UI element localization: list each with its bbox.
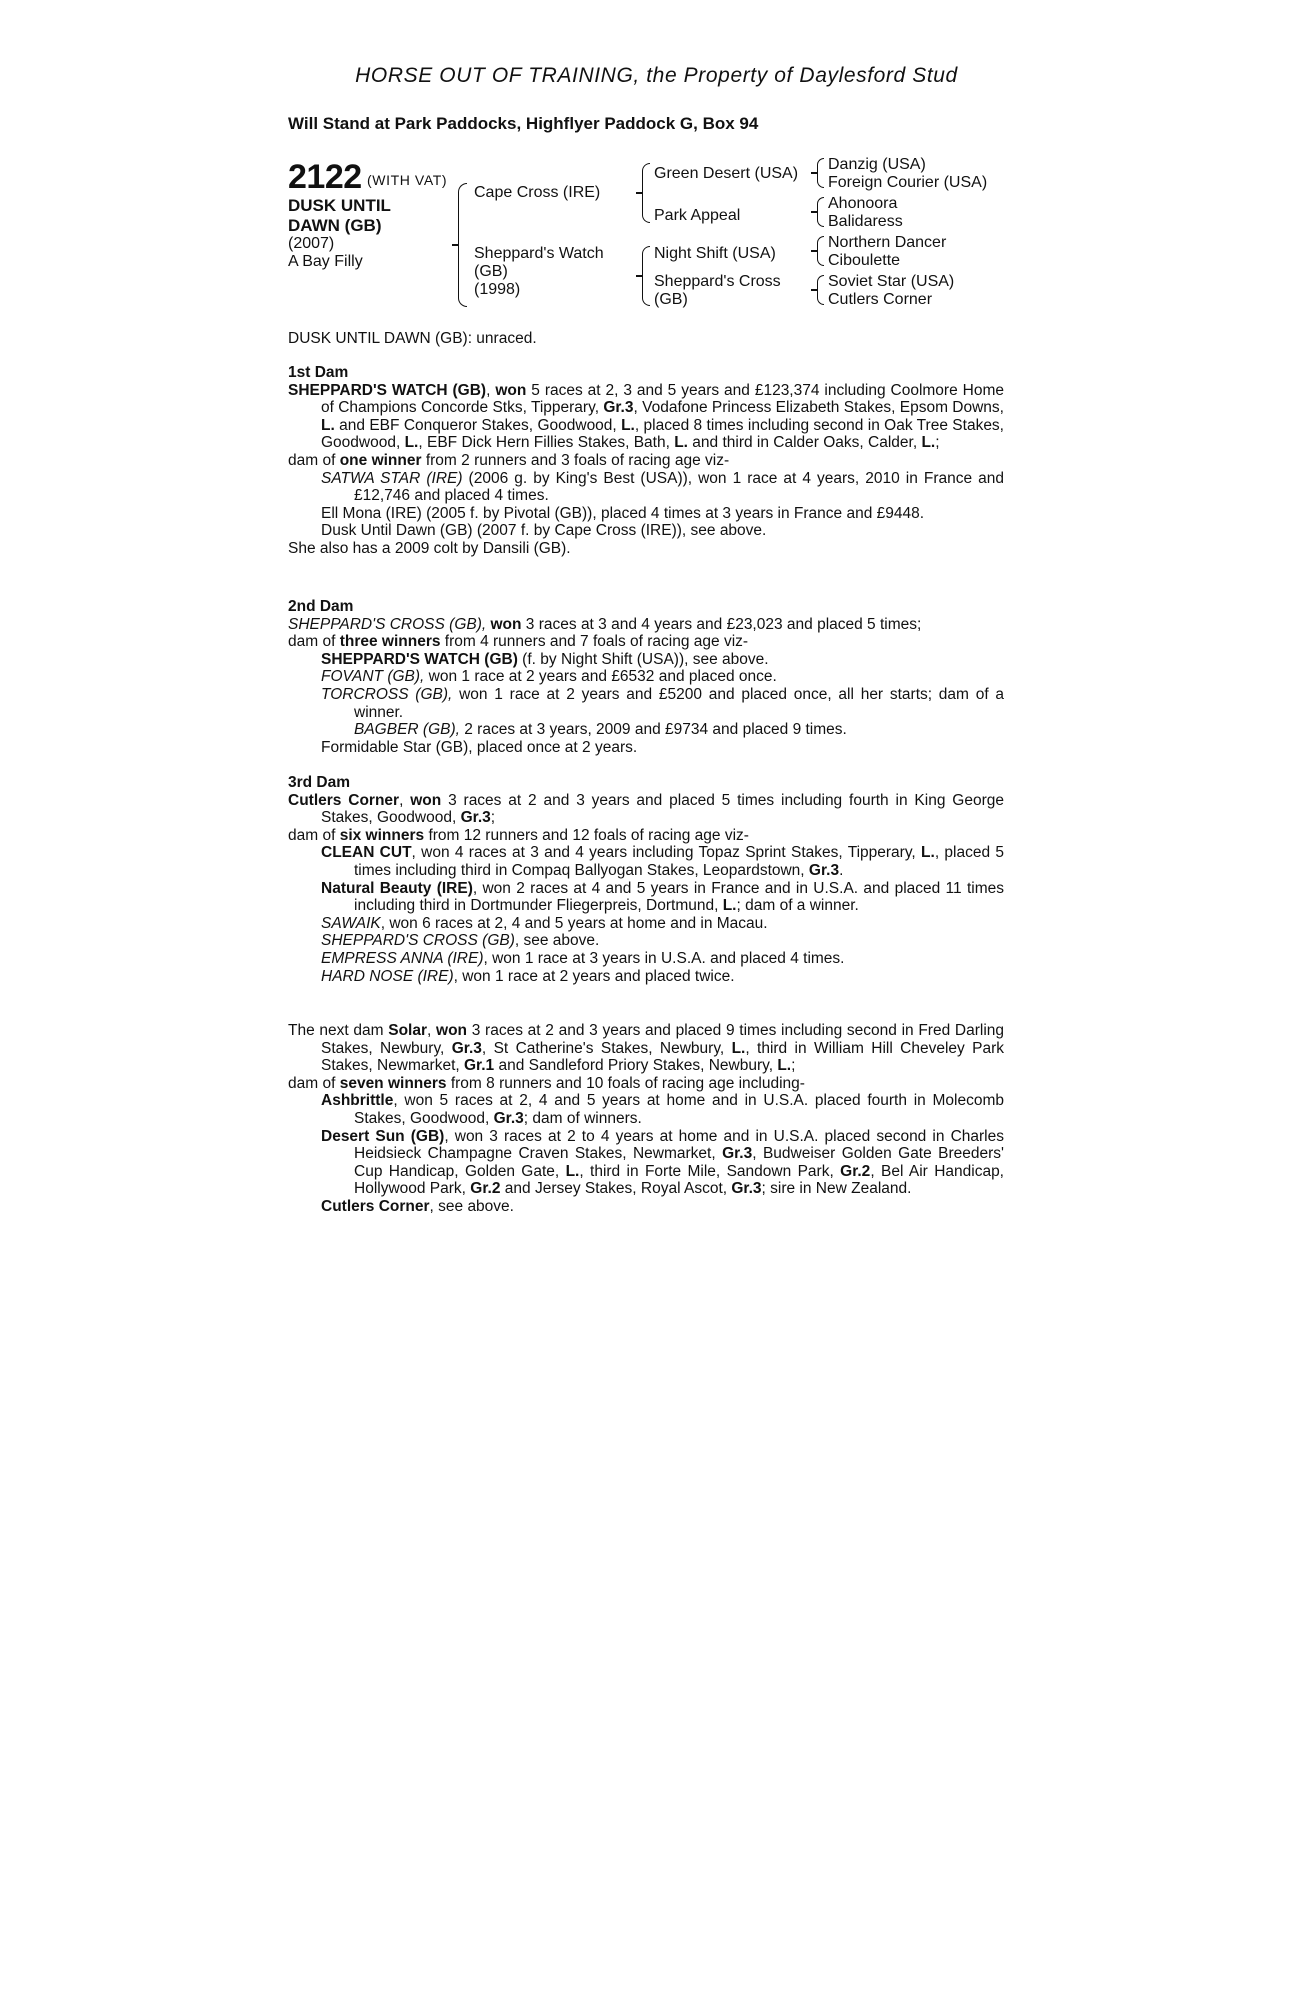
ped-dam-dam-line1: Sheppard's Cross: [654, 273, 781, 290]
foal-entry: [288, 915, 1004, 933]
text: , third in William Hill Cheveley Park Stakes, Newmarket,: [321, 1039, 1004, 1075]
foal-name: HARD NOSE (IRE): [321, 967, 454, 985]
text: won 1 race at 2 years and £6532 and placed once.: [424, 668, 777, 686]
grade: Gr.3: [493, 1109, 524, 1127]
text: , see above.: [429, 1197, 514, 1215]
text: , St Catherine's Stakes, Newbury,: [481, 1039, 732, 1057]
grade: Gr.3: [731, 1180, 762, 1198]
foal-entry: Dusk Until Dawn (GB) (2007 f. by Cape Cross (IRE)), see above.: [321, 522, 767, 540]
foal-name: SHEPPARD'S CROSS (GB): [321, 932, 515, 950]
first-dam-section: [288, 364, 1004, 558]
text: won 1 race at 2 years and £5200 and placed once, all her starts; dam of a winner.: [354, 685, 1005, 721]
text: , won 2 races at 4 and 5 years in France and in U.S.A. and placed 11 times including third in Dortmunder Fliegerpreis, Dortmund,: [354, 879, 1004, 915]
text: dam of: [288, 1074, 340, 1092]
foal-entry: Ell Mona (IRE) (2005 f. by Pivotal (GB)), placed 4 times at 3 years in France and £9448.: [321, 504, 925, 522]
text: , Vodafone Princess Elizabeth Stakes, Epsom Downs,: [633, 399, 1004, 417]
dam-record: The next dam Solar, won 3 races at 2 and 3 years and placed 9 times including second in Fred Darling Stakes, Newbury, Gr.3, St Catherine's Stakes, Newbury, L., third in William Hill Cheveley Park Stakes, Newmarket, Gr.1 and Sandleford Priory Stakes, Newbury, L.;: [288, 1022, 1005, 1075]
foal-name: TORCROSS (GB),: [321, 685, 453, 703]
text: , won 1 race at 2 years and placed twice.: [453, 967, 735, 985]
text: ;: [935, 434, 940, 452]
dam-of-line: [288, 1075, 1004, 1093]
text: , placed 8 times including second in Oak Tree Stakes, Goodwood,: [321, 416, 1004, 452]
stand-location: Will Stand at Park Paddocks, Highflyer Paddock G, Box 94: [288, 114, 759, 133]
ped-sire-sire: Green Desert (USA): [654, 165, 799, 182]
vat-note: (WITH VAT): [367, 172, 448, 188]
text: , won 3 races at 2 to 4 years at home and in U.S.A. placed second in Charles Heidsieck Champagne Craven Stakes, Newmarket,: [354, 1127, 1004, 1163]
text: ; dam of a winner.: [736, 897, 859, 915]
listed: L.: [722, 897, 737, 915]
text: 5 races at 2, 3 and 5 years and £123,374 including Coolmore Home of Champions Concorde Stks, Tipperary,: [321, 381, 1004, 417]
brace-gen1-point: [452, 244, 458, 246]
second-dam-section: [288, 598, 1004, 756]
foal-name: EMPRESS ANNA (IRE): [321, 949, 484, 967]
brace-dam: [642, 246, 650, 306]
ped-dds: Soviet Star (USA): [828, 273, 955, 290]
text: .: [839, 861, 844, 879]
grade: Gr.1: [464, 1057, 495, 1075]
listed: L.: [565, 1162, 580, 1180]
text: , see above.: [514, 932, 600, 950]
foaling-year: (2007): [288, 235, 335, 252]
listed: L.: [921, 434, 936, 452]
lot-number: 2122: [288, 158, 362, 196]
text: from 12 runners and 12 foals of racing age viz-: [424, 826, 749, 844]
won-label: won: [490, 615, 522, 633]
ped-ddd: Cutlers Corner: [828, 291, 933, 308]
text: and Sandleford Priory Stakes, Newbury,: [494, 1057, 778, 1075]
foal-entry: [288, 950, 1004, 968]
grade: Gr.3: [460, 809, 491, 827]
brace-g3-1: [817, 158, 824, 188]
brace-g3-4: [817, 275, 824, 305]
foal-name: CLEAN CUT: [321, 844, 412, 862]
listed: L.: [321, 416, 335, 434]
section-title: 3rd Dam: [288, 774, 351, 791]
foal-name: Desert Sun (GB): [321, 1127, 445, 1145]
foal-entry: [288, 651, 1004, 669]
text: ; sire in New Zealand.: [761, 1180, 912, 1198]
grade: Gr.3: [808, 861, 840, 879]
dam-name: SHEPPARD'S WATCH (GB): [288, 381, 487, 399]
ped-ssd: Foreign Courier (USA): [828, 174, 988, 191]
dam-of-line: [288, 633, 1004, 651]
foal-name: SHEPPARD'S WATCH (GB): [321, 650, 518, 668]
foal-entry: [288, 1092, 1004, 1127]
foal-entry: [288, 1198, 1004, 1216]
listed: L.: [404, 434, 419, 452]
foal-entry: [288, 1128, 1004, 1198]
grade: Gr.2: [470, 1180, 501, 1198]
text: 3 races at 2 and 3 years and placed 5 times including fourth in King George Stakes, Goodwood,: [321, 791, 1004, 827]
race-record: DUSK UNTIL DAWN (GB): unraced.: [288, 330, 537, 347]
ped-dss: Northern Dancer: [828, 234, 947, 251]
grade: Gr.3: [722, 1145, 753, 1163]
foal-name: SATWA STAR (IRE): [321, 469, 463, 487]
text: from 8 runners and 10 foals of racing age including-: [446, 1074, 805, 1092]
dam-record: SHEPPARD'S WATCH (GB), won 5 races at 2, 3 and 5 years and £123,374 including Coolmore Home of Champions Concorde Stks, Tipperary, Gr.3, Vodafone Princess Elizabeth Stakes, Epsom Downs, L. and EBF Conqueror Stakes, Goodwood, L., placed 8 times including second in Oak Tree Stakes, Goodwood, L., EBF Dick Hern Fillies Stakes, Bath, L. and third in Calder Oaks, Calder, L.;: [288, 381, 1004, 452]
ped-sss: Danzig (USA): [828, 156, 926, 173]
foal-name: FOVANT (GB),: [321, 668, 425, 686]
ped-dam-line2: (GB): [474, 263, 508, 280]
foal-name: SAWAIK: [321, 914, 381, 932]
text: , Bel Air Handicap, Hollywood Park,: [354, 1162, 1004, 1198]
text: 2 races at 3 years, 2009 and £9734 and placed 9 times.: [459, 721, 847, 739]
foal-entry: [288, 880, 1004, 915]
foal-name: BAGBER (GB),: [354, 721, 460, 739]
ped-dsd: Ciboulette: [828, 252, 901, 269]
text: ;: [791, 1057, 796, 1075]
text: 3 races at 3 and 4 years and £23,023 and placed 5 times;: [521, 615, 922, 633]
dam-name: Cutlers Corner: [288, 791, 400, 809]
ped-sire-dam: Park Appeal: [654, 207, 741, 224]
brace-sire-point: [636, 192, 642, 194]
listed: L.: [921, 844, 935, 862]
text: from 2 runners and 3 foals of racing age viz-: [421, 451, 730, 469]
foal-entry: [288, 844, 1004, 879]
won-label: won: [436, 1022, 468, 1039]
text: , placed 5 times including third in Compaq Ballyogan Stakes, Leopardstown,: [354, 844, 1004, 879]
text: and third in Calder Oaks, Calder,: [687, 434, 922, 452]
text: (2006 g. by King's Best (USA)), won 1 race at 4 years, 2010 in France and £12,746 and placed 4 times.: [354, 469, 1004, 505]
text: ;: [490, 809, 496, 827]
dam-record: [288, 616, 1004, 634]
text: dam of: [288, 633, 340, 651]
foal-name: Ashbrittle: [321, 1092, 394, 1110]
text: , EBF Dick Hern Fillies Stakes, Bath,: [418, 434, 675, 452]
text: , Budweiser Golden Gate Breeders' Cup Handicap, Golden Gate,: [354, 1145, 1005, 1180]
text: ; dam of winners.: [523, 1109, 642, 1127]
brace-g3-2: [817, 197, 824, 227]
brace-gen1: [458, 183, 467, 307]
foal-entry: [288, 968, 1004, 986]
listed: L.: [731, 1039, 746, 1057]
foal-entry: [288, 932, 1004, 950]
ped-sdd: Balidaress: [828, 213, 903, 230]
text: , won 4 races at 3 and 4 years including Topaz Sprint Stakes, Tipperary,: [411, 844, 922, 862]
next-dam-section: [288, 1022, 1004, 1216]
dam-of-line: [288, 827, 1004, 845]
brace-g3-1-point: [811, 172, 817, 174]
listed: L.: [674, 434, 688, 452]
text: , won 1 race at 3 years in U.S.A. and placed 4 times.: [483, 949, 845, 967]
grade: Gr.2: [840, 1162, 871, 1180]
dam-of-line: [288, 452, 1004, 470]
text: 3 races at 2 and 3 years and placed 9 times including second in Fred Darling Stakes, Newbury,: [321, 1022, 1005, 1057]
brace-g3-3-point: [811, 250, 817, 252]
dam-name: Solar: [388, 1022, 428, 1039]
brace-dam-point: [636, 275, 642, 277]
foal-entry: Formidable Star (GB), placed once at 2 years.: [321, 738, 638, 756]
brace-g3-3: [817, 236, 824, 266]
ped-dam-line1: Sheppard's Watch: [474, 245, 604, 262]
text: and Jersey Stakes, Royal Ascot,: [500, 1180, 732, 1198]
winners-count: six winners: [339, 826, 425, 844]
text: and EBF Conqueror Stakes, Goodwood,: [334, 416, 622, 434]
ped-dam-dam-line2: (GB): [654, 291, 688, 308]
also-note: She also has a 2009 colt by Dansili (GB).: [288, 539, 571, 557]
dam-name: SHEPPARD'S CROSS (GB),: [288, 615, 487, 633]
ped-dam-sire: Night Shift (USA): [654, 245, 776, 262]
text: , third in Forte Mile, Sandown Park,: [579, 1162, 841, 1180]
foal-entry: [288, 721, 1004, 739]
winners-count: three winners: [339, 633, 441, 651]
ped-sds: Ahonoora: [828, 195, 898, 212]
text: from 4 runners and 7 foals of racing age viz-: [440, 633, 749, 651]
listed: L.: [621, 416, 635, 434]
text: , won 6 races at 2, 4 and 5 years at home and in Macau.: [380, 914, 768, 932]
third-dam-section: [288, 774, 1004, 985]
section-title: 1st Dam: [288, 364, 349, 381]
ped-dam-line3: (1998): [474, 281, 521, 298]
text: , won 5 races at 2, 4 and 5 years at home and in U.S.A. placed fourth in Molecomb Stakes, Goodwood,: [354, 1092, 1004, 1127]
listed: L.: [777, 1057, 792, 1075]
won-label: won: [495, 381, 527, 399]
horse-description: A Bay Filly: [288, 253, 363, 270]
grade: Gr.3: [451, 1039, 482, 1057]
grade: Gr.3: [603, 399, 634, 417]
foal-entry: [288, 470, 1004, 505]
foal-name: Cutlers Corner: [321, 1197, 430, 1215]
foal-entry: [288, 686, 1004, 721]
text: (f. by Night Shift (USA)), see above.: [517, 650, 769, 668]
foal-name: Natural Beauty (IRE): [321, 879, 473, 897]
winners-count: seven winners: [339, 1074, 447, 1092]
brace-sire: [642, 163, 650, 223]
horse-name: DUSK UNTIL DAWN (GB): [288, 196, 391, 235]
winners-count: one winner: [339, 451, 422, 469]
won-label: won: [410, 791, 442, 809]
foal-entry: [288, 668, 1004, 686]
text: dam of: [288, 826, 340, 844]
dam-record: Cutlers Corner, won 3 races at 2 and 3 years and placed 5 times including fourth in King George Stakes, Goodwood, Gr.3;: [288, 791, 1004, 827]
brace-g3-4-point: [811, 289, 817, 291]
page-header: HORSE OUT OF TRAINING, the Property of Daylesford Stud: [355, 64, 958, 87]
text: dam of: [288, 451, 340, 469]
ped-sire: Cape Cross (IRE): [474, 184, 601, 201]
brace-g3-2-point: [811, 211, 817, 213]
section-title: 2nd Dam: [288, 598, 354, 615]
text: The next dam: [288, 1022, 389, 1039]
